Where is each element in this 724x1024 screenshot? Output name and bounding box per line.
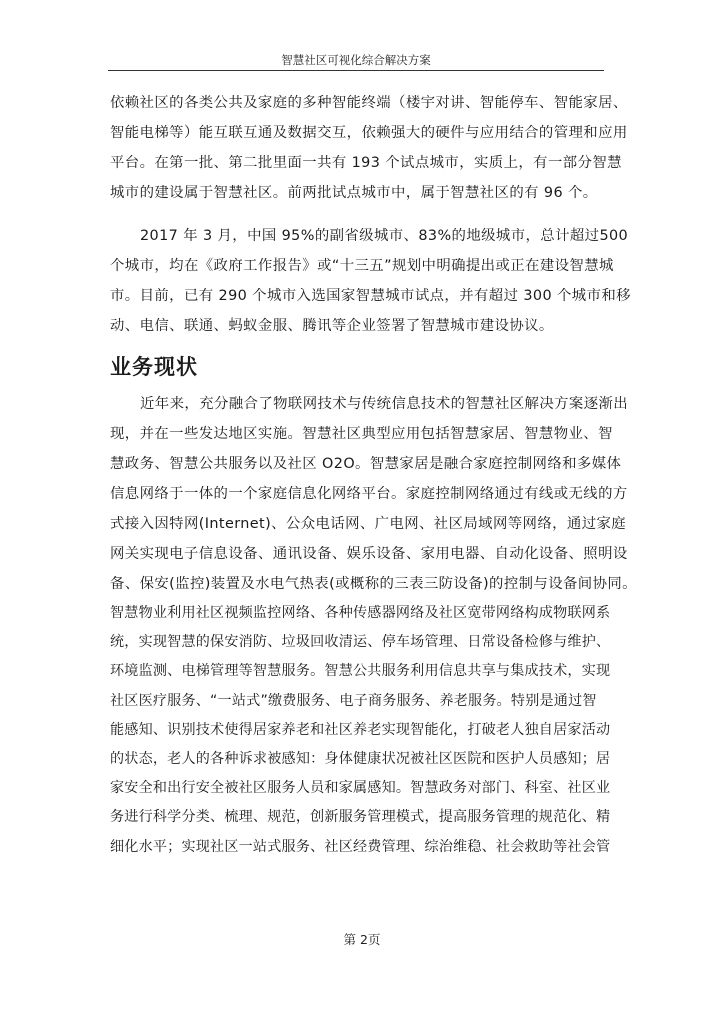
text-line: 能感知、识别技术使得居家养老和社区养老实现智能化，打破老人独自居家活动 (110, 721, 611, 738)
text-line: 式接入因特网(Internet)、公众电话网、广电网、社区局域网等网络，通过家庭 (110, 516, 627, 532)
header-divider (108, 70, 604, 71)
paragraph-smart-property (110, 599, 611, 862)
text-line: 2017 年 3 月，中国 95%的副省级城市、83%的地级城市，总计超过500 (140, 228, 629, 244)
paragraph-intro (110, 88, 628, 208)
text-line: 信息网络于一体的一个家庭信息化网络平台。家庭控制网络通过有线或无线的方 (110, 486, 628, 502)
text-line: 备、保安(监控)装置及水电气热表(或概称的三表三防设备)的控制与设备间协同。 (110, 576, 637, 592)
page-header-title: 智慧社区可视化综合解决方案 (281, 53, 431, 67)
paragraph-business-status (110, 389, 637, 599)
text-line: 个城市，均在《政府工作报告》或“十三五”规划中明确提出或正在建设智慧城 (110, 258, 614, 274)
text-line: 细化水平；实现社区一站式服务、社区经费管理、综治维稳、社会救助等社会管 (110, 838, 611, 855)
text-line: 的状态，老人的各种诉求被感知：身体健康状况被社区医院和医护人员感知；居 (110, 750, 611, 767)
text-line: 智能电梯等）能互联互通及数据交互，依赖强大的硬件与应用结合的管理和应用 (110, 125, 628, 141)
paragraph-2017-stats (110, 221, 631, 341)
text-line: 网关实现电子信息设备、通讯设备、娱乐设备、家用电器、自动化设备、照明设 (110, 546, 628, 562)
section-heading: 业务现状 (110, 355, 198, 379)
text-line: 动、电信、联通、蚂蚁金服、腾讯等企业签署了智慧城市建设协议。 (110, 318, 554, 334)
text-line: 统，实现智慧的保安消防、垃圾回收清运、停车场管理、日常设备检修与维护、 (110, 634, 611, 651)
text-line: 市。目前，已有 290 个城市入选国家智慧城市试点，并有超过 300 个城市和移 (110, 288, 631, 304)
text-line: 智慧物业利用社区视频监控网络、各种传感器网络及社区宽带网络构成物联网系 (110, 605, 611, 621)
text-line: 城市的建设属于智慧社区。前两批试点城市中，属于智慧社区的有 96 个。 (110, 185, 598, 201)
text-line: 家安全和出行安全被社区服务人员和家属感知。智慧政务对部门、科室、社区业 (110, 780, 611, 797)
text-line: 近年来，充分融合了物联网技术与传统信息技术的智慧社区解决方案逐渐出 (140, 396, 629, 412)
text-line: 慧政务、智慧公共服务以及社区 O2O。智慧家居是融合家庭控制网络和多媒体 (110, 456, 622, 472)
text-line: 环境监测、电梯管理等智慧服务。智慧公共服务利用信息共享与集成技术，实现 (110, 663, 611, 680)
text-line: 现，并在一些发达地区实施。智慧社区典型应用包括智慧家居、智慧物业、智 (110, 426, 613, 442)
text-line: 务进行科学分类、梳理、规范，创新服务管理模式，提高服务管理的规范化、精 (110, 809, 611, 826)
text-line: 依赖社区的各类公共及家庭的多种智能终端（楼宇对讲、智能停车、智能家居、 (110, 95, 628, 111)
document-body (110, 88, 637, 862)
text-line: 社区医疗服务、“一站式”缴费服务、电子商务服务、养老服务。特别是通过智 (110, 692, 597, 709)
text-line: 平台。在第一批、第二批里面一共有 193 个试点城市，实质上，有一部分智慧 (110, 155, 622, 171)
page-number: 第 2页 (343, 932, 381, 947)
